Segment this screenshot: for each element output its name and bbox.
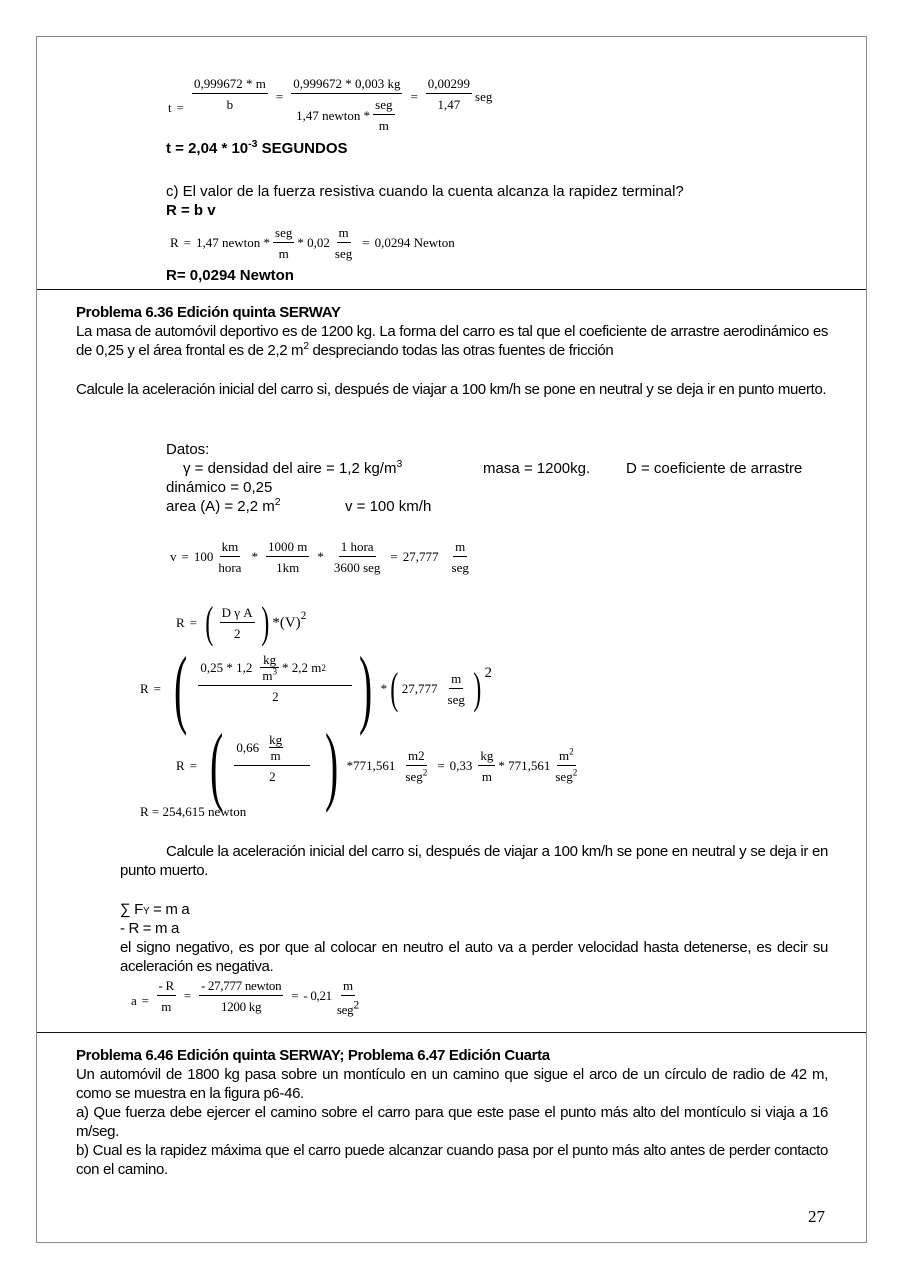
r-general-formula: R = ( $\frac{\text{D γ A}}{2}$ ) *(V) 2 bbox=[176, 598, 307, 647]
denominator: m bbox=[262, 668, 273, 683]
left-paren: ( bbox=[390, 664, 399, 713]
problem-646-statement: Un automóvil de 1800 kg pasa sobre un montículo en un camino que sigue el arco de un círculo de radio de 42 m, como se muestra en la figura p6-46. bbox=[76, 1066, 828, 1102]
sum-forces-text: ∑ F bbox=[120, 901, 143, 918]
r-simplified-formula: R = ( 0,66 $\frac{kg}{m}$ 2 ) *771,561 $\frac{m2}{seg^2}$ = 0,33 $\frac{kg}{m}$ * 771,561 $\frac{m^2}{seg^2}$ bbox=[176, 717, 578, 814]
acceleration-formula: a = $\frac{- R}{m}$ = $\frac{\text{- 27,777 newton}}{1200 kg}$ = - 0,21 $\frac{m}{seg^2}$ bbox=[131, 978, 359, 1017]
denominator: 1,47 bbox=[437, 97, 461, 112]
numerator bbox=[234, 732, 310, 766]
t-result-unit: SEGUNDOS bbox=[257, 140, 348, 157]
numerator: 0,25 * 1,2 $\frac{kg}{m^3}$ * 2,2 m 2 bbox=[198, 652, 352, 686]
formula-lhs: t bbox=[168, 100, 172, 115]
r-formula: R = 1,47 newton * $\frac{\text{seg}}{m}$ * 0,02 $\frac{m}{\text{seg}}$ = 0,0294 Newton bbox=[170, 225, 455, 261]
denominator bbox=[294, 94, 399, 133]
statement-text: despreciando todas las otras fuentes de fricción bbox=[308, 342, 614, 359]
numerator: D γ A bbox=[220, 605, 255, 623]
datos-label: Datos: bbox=[166, 441, 210, 458]
fraction bbox=[198, 652, 352, 704]
fraction bbox=[273, 225, 294, 261]
r-equals-bv: R = b v bbox=[166, 202, 216, 219]
denominator: hora bbox=[218, 560, 242, 575]
formula-term: *(V) bbox=[272, 614, 301, 631]
formula-term: 0,25 * 1,2 bbox=[200, 660, 253, 675]
exponent: 2 bbox=[353, 998, 359, 1012]
datos-coef: D = coeficiente de arrastre bbox=[626, 460, 803, 477]
acceleration-question: Calcule la aceleración inicial del carro si, después de viajar a 100 km/h se pone en neutral y se deja ir en punto muerto. bbox=[120, 843, 828, 879]
denominator: seg bbox=[555, 769, 573, 784]
r-final-result: R = 254,615 newton bbox=[140, 804, 247, 819]
statement-text: La masa de automóvil deportivo es de 1200 kg. La forma del carro es tal que el coeficiente de arrastre aerodinámico es de 0,25 y el área frontal es de 2,2 m bbox=[76, 323, 828, 359]
formula-result: - 0,21 bbox=[303, 988, 332, 1003]
fraction bbox=[446, 671, 467, 707]
formula-term: 27,777 bbox=[401, 681, 438, 696]
numerator: - 27,777 newton bbox=[199, 978, 283, 996]
numerator: m2 bbox=[406, 748, 427, 766]
fraction bbox=[426, 76, 472, 112]
denominator: seg bbox=[451, 560, 469, 575]
exponent: 2 bbox=[274, 496, 281, 508]
formula-result: 27,777 bbox=[402, 549, 439, 564]
denominator: 1200 kg bbox=[221, 999, 262, 1014]
numerator: 0,00299 bbox=[426, 76, 472, 94]
equals-sign: = bbox=[410, 89, 418, 104]
numerator: kg bbox=[263, 652, 277, 667]
fraction bbox=[220, 605, 255, 641]
right-paren: ) bbox=[261, 598, 270, 647]
formula-term: 1,47 newton * bbox=[196, 235, 271, 250]
formula-lhs: R bbox=[176, 758, 185, 773]
numerator: m bbox=[558, 748, 570, 763]
formula-lhs: R bbox=[140, 681, 149, 696]
problem-646-part-b: b) Cual es la rapidez máxima que el carro puede alcanzar cuando pasa por el punto más alto antes de perder contacto con el camino. bbox=[76, 1142, 828, 1178]
right-paren: ) bbox=[325, 717, 339, 814]
exponent: -3 bbox=[248, 138, 258, 150]
problem-636-question: Calcule la aceleración inicial del carro si, después de viajar a 100 km/h se pone en neutral y se deja ir en punto muerto. bbox=[76, 381, 827, 398]
negative-r-equation: - R = m a bbox=[120, 920, 179, 937]
t-formula bbox=[168, 76, 492, 140]
v-conversion-formula: v = 100 $\frac{km}{\text{hora}}$ * $\frac{1000 m}{1km}$ * $\frac{\text{1 hora}}{\text{3600 seg}}$ = 27,777 $\frac{m}{\text{seg}}$ bbox=[170, 539, 469, 575]
problem-646-title: Problema 6.46 Edición quinta SERWAY; Problema 6.47 Edición Cuarta bbox=[76, 1047, 550, 1064]
exponent: 2 bbox=[569, 746, 574, 757]
exponent: 3 bbox=[272, 666, 277, 677]
fraction bbox=[332, 539, 383, 575]
numerator: km bbox=[220, 539, 241, 557]
numerator: m bbox=[337, 225, 351, 243]
formula-lhs: v bbox=[170, 549, 177, 564]
formula-term: 100 bbox=[193, 549, 214, 564]
fraction bbox=[335, 978, 361, 1017]
left-paren: ( bbox=[205, 598, 214, 647]
formula-lhs: a bbox=[131, 993, 137, 1008]
question-c: c) El valor de la fuerza resistiva cuando la cuenta alcanza la rapidez terminal? bbox=[166, 183, 684, 200]
equals-sign: = bbox=[176, 100, 184, 115]
fraction bbox=[291, 76, 402, 133]
exponent: 3 bbox=[396, 458, 403, 470]
exponent: 2 bbox=[422, 767, 428, 778]
r-substituted-formula: R = ( 0,25 * 1,2 $\frac{kg}{m^3}$ * 2,2 m 2 2 ) * ( 27,777 $\frac{m}{\text{seg}}$ ) 2 bbox=[140, 640, 493, 737]
denominator: 3600 seg bbox=[333, 560, 381, 575]
denominator: seg bbox=[405, 769, 423, 784]
exponent: 2 bbox=[572, 767, 578, 778]
sign-explanation: el signo negativo, es por que al colocar en neutro el auto va a perder velocidad hasta detenerse, es decir su aceleración es negativa. bbox=[120, 939, 828, 975]
numerator: 1000 m bbox=[266, 539, 309, 557]
fraction bbox=[192, 76, 268, 112]
fraction bbox=[403, 748, 429, 784]
fraction bbox=[478, 748, 495, 784]
fraction bbox=[553, 748, 579, 784]
sum-forces-text: = m a bbox=[149, 901, 190, 918]
fraction bbox=[450, 539, 471, 575]
denominator: b bbox=[226, 97, 234, 112]
formula-lhs: R bbox=[176, 615, 185, 630]
page-number: 27 bbox=[808, 1207, 825, 1226]
section-divider bbox=[37, 289, 866, 290]
t-result-text: t = 2,04 * 10 bbox=[166, 140, 249, 157]
denominator: m bbox=[270, 748, 281, 763]
numerator: kg bbox=[478, 748, 495, 766]
exponent: 2 bbox=[300, 610, 307, 622]
t-result bbox=[166, 139, 348, 158]
datos-masa: masa = 1200kg. bbox=[483, 460, 591, 477]
formula-term: *771,561 bbox=[346, 758, 396, 773]
equals-sign: = bbox=[275, 89, 284, 104]
denominator: m bbox=[378, 118, 389, 133]
problem-636-statement bbox=[76, 322, 828, 360]
numerator: m bbox=[341, 978, 355, 996]
problem-636-title: Problema 6.36 Edición quinta SERWAY bbox=[76, 304, 341, 321]
numerator: seg bbox=[373, 97, 394, 115]
numerator: m bbox=[449, 671, 463, 689]
exponent: 2 bbox=[303, 340, 309, 352]
right-paren: ) bbox=[473, 664, 482, 713]
subscript: Y bbox=[142, 906, 150, 917]
numerator: 0,999672 * 0,003 kg bbox=[291, 76, 402, 94]
exponent: 2 bbox=[484, 664, 493, 681]
denominator-prefix: 1,47 newton * bbox=[296, 107, 371, 123]
left-paren: ( bbox=[210, 717, 224, 814]
datos-text: γ = densidad del aire = 1,2 kg/m bbox=[183, 460, 397, 477]
numerator: 0,999672 * m bbox=[192, 76, 268, 94]
datos-text: area (A) = 2,2 m bbox=[166, 498, 275, 515]
denominator: m bbox=[161, 999, 172, 1014]
sum-forces bbox=[120, 900, 189, 921]
numerator: kg bbox=[269, 732, 283, 747]
datos-v: v = 100 km/h bbox=[345, 498, 432, 515]
denominator: m bbox=[278, 246, 289, 261]
denominator: 2 bbox=[233, 626, 241, 641]
denominator: 2 bbox=[269, 769, 276, 784]
formula-term: 0,66 bbox=[236, 740, 260, 755]
fraction bbox=[157, 978, 176, 1014]
problem-646-part-a: a) Que fuerza debe ejercer el camino sobre el carro para que este pase el punto más alto del montículo si viaja a 16 m/seg. bbox=[76, 1104, 828, 1140]
denominator: seg bbox=[334, 246, 353, 261]
datos-area bbox=[166, 497, 281, 516]
numerator: m bbox=[453, 539, 467, 557]
datos-dinamico: dinámico = 0,25 bbox=[166, 479, 273, 496]
denominator: m bbox=[481, 769, 492, 784]
fraction bbox=[234, 732, 310, 784]
formula-result: 0,0294 Newton bbox=[374, 235, 455, 250]
r-result: R= 0,0294 Newton bbox=[166, 267, 294, 284]
fraction bbox=[199, 978, 283, 1014]
formula-term: * 2,2 m bbox=[282, 660, 322, 675]
datos-gamma bbox=[183, 459, 402, 478]
denominator: 1km bbox=[276, 560, 300, 575]
formula-term: * 771,561 bbox=[498, 758, 551, 773]
numerator: seg bbox=[273, 225, 294, 243]
denominator: 2 bbox=[272, 689, 279, 704]
fraction bbox=[216, 539, 243, 575]
fraction bbox=[333, 225, 354, 261]
fraction bbox=[266, 539, 309, 575]
formula-lhs: R bbox=[170, 235, 179, 250]
right-paren: ) bbox=[359, 640, 373, 737]
numerator: 1 hora bbox=[339, 539, 376, 557]
fraction bbox=[260, 652, 279, 683]
inner-fraction bbox=[373, 97, 394, 133]
section-divider bbox=[37, 1032, 866, 1033]
numerator: - R bbox=[157, 978, 176, 996]
denominator: seg bbox=[447, 692, 465, 707]
unit: seg bbox=[475, 89, 493, 104]
fraction bbox=[267, 732, 284, 763]
formula-term: * 0,02 bbox=[297, 235, 330, 250]
denominator: seg bbox=[336, 1002, 354, 1017]
left-paren: ( bbox=[174, 640, 188, 737]
formula-term: 0,33 bbox=[449, 758, 473, 773]
